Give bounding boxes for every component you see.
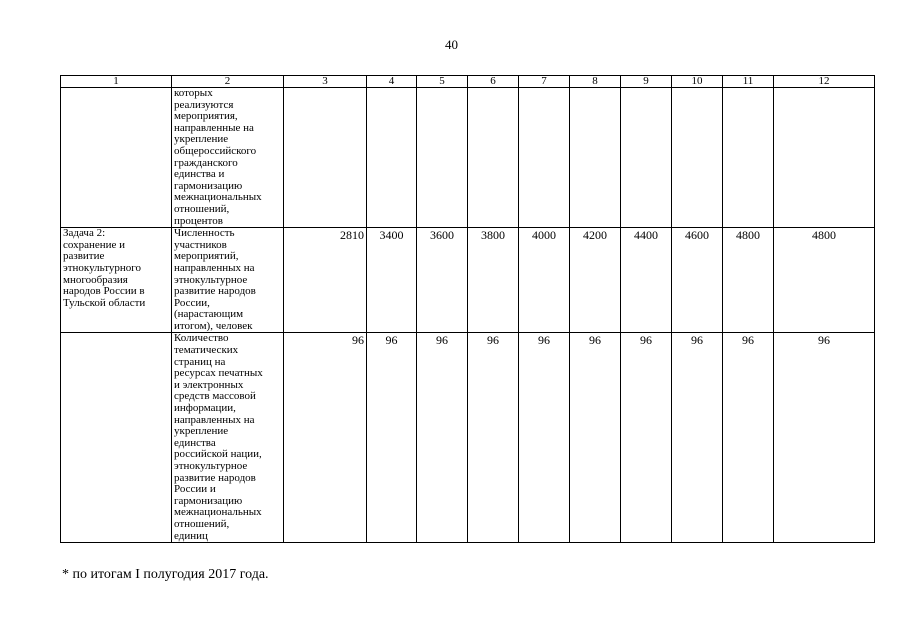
value-cell: 96 (672, 333, 723, 543)
value-cell: 4600 (672, 228, 723, 333)
value-cell: 3800 (468, 228, 519, 333)
cell-line: этнокультурное (174, 273, 248, 286)
cell-line: России и (174, 483, 216, 496)
value-cell: 96 (621, 333, 672, 543)
column-header: 8 (570, 76, 621, 88)
cell-line: направленных на (174, 413, 255, 426)
cell-line: отношений, (174, 517, 230, 530)
cell-line: укрепление (174, 133, 229, 146)
value-cell: 96 (417, 333, 468, 543)
cell-line: единиц (174, 529, 208, 542)
column-header: 11 (723, 76, 774, 88)
cell-line: этнокультурного (63, 261, 141, 274)
cell-line: укрепление (174, 425, 229, 438)
cell-line: тематических (174, 344, 239, 357)
value-cell: 3600 (417, 228, 468, 333)
cell-line: отношений, (174, 202, 230, 215)
cell-line: страниц на (174, 355, 226, 368)
value-cell: 96 (723, 333, 774, 543)
table-row (61, 333, 875, 543)
cell-line: (нарастающим (174, 308, 244, 321)
value-cell (621, 88, 672, 228)
value-cell (570, 88, 621, 228)
cell-line: этнокультурное (174, 460, 248, 472)
value-cell (468, 88, 519, 228)
cell-line: мероприятий, (174, 250, 239, 263)
value-cell: 96 (519, 333, 570, 543)
cell-line: гармонизацию (174, 494, 243, 507)
value-cell (774, 88, 875, 228)
cell-line: Задача 2: (63, 227, 106, 240)
cell-line: сохранение и (63, 238, 126, 251)
value-cell: 4000 (519, 228, 570, 333)
cell-line: которых (174, 87, 213, 99)
cell-line: гражданского (174, 156, 238, 169)
value-cell: 4200 (570, 228, 621, 333)
column-header: 9 (621, 76, 672, 88)
value-cell (417, 88, 468, 228)
cell-line: единства (174, 436, 216, 449)
cell-line: ресурсах печатных (174, 367, 263, 380)
column-header: 10 (672, 76, 723, 88)
cell-line: мероприятия, (174, 110, 238, 123)
column-header: 4 (367, 76, 417, 88)
task-cell (61, 88, 172, 228)
cell-line: процентов (174, 214, 223, 227)
column-header: 5 (417, 76, 468, 88)
column-number-row (61, 76, 875, 88)
value-cell: 96 (570, 333, 621, 543)
cell-line: Численность (174, 227, 235, 240)
indicator-cell (172, 88, 284, 228)
cell-line: направленные на (174, 121, 254, 134)
value-cell: 4800 (774, 228, 875, 333)
cell-line: реализуются (174, 98, 234, 111)
cell-line: развитие (63, 250, 105, 263)
value-cell: 2810 (284, 228, 367, 333)
value-cell: 96 (284, 333, 367, 543)
cell-line: народов России в (63, 285, 145, 298)
column-header: 1 (61, 76, 172, 88)
value-cell (367, 88, 417, 228)
cell-line: многообразия (63, 273, 128, 286)
column-header: 12 (774, 76, 875, 88)
table-row (61, 228, 875, 333)
cell-line: информации, (174, 402, 236, 415)
cell-line: российской нации, (174, 448, 262, 461)
value-cell: 4800 (723, 228, 774, 333)
cell-line: России, (174, 296, 210, 309)
value-cell (723, 88, 774, 228)
column-header: 7 (519, 76, 570, 88)
value-cell: 96 (468, 333, 519, 543)
table-row (61, 88, 875, 228)
value-cell: 96 (367, 333, 417, 543)
cell-line: общероссийского (174, 144, 257, 157)
indicator-cell (172, 333, 284, 543)
page-number: 40 (445, 37, 458, 52)
value-cell (672, 88, 723, 228)
column-header: 2 (172, 76, 284, 88)
value-cell (284, 88, 367, 228)
cell-line: Количество (174, 332, 229, 345)
cell-line: единства и (174, 168, 225, 181)
cell-line: развитие народов (174, 285, 256, 298)
cell-line: межнациональных (174, 506, 262, 519)
indicator-cell (172, 228, 284, 333)
cell-line: и электронных (174, 378, 244, 391)
indicators-table (60, 75, 875, 543)
cell-line: развитие народов (174, 471, 256, 484)
column-header: 3 (284, 76, 367, 88)
value-cell: 4400 (621, 228, 672, 333)
cell-line: направленных на (174, 261, 255, 274)
value-cell: 3400 (367, 228, 417, 333)
cell-line: межнациональных (174, 191, 262, 204)
column-header: 6 (468, 76, 519, 88)
task-cell (61, 228, 172, 333)
cell-line: гармонизацию (174, 179, 243, 192)
value-cell: 96 (774, 333, 875, 543)
cell-line: средств массовой (174, 390, 256, 403)
task-cell (61, 333, 172, 543)
value-cell (519, 88, 570, 228)
cell-line: участников (174, 238, 227, 251)
cell-line: Тульской области (63, 296, 146, 309)
footnote: * по итогам I полугодия 2017 года. (62, 567, 269, 582)
cell-line: итогом), человек (174, 319, 253, 332)
